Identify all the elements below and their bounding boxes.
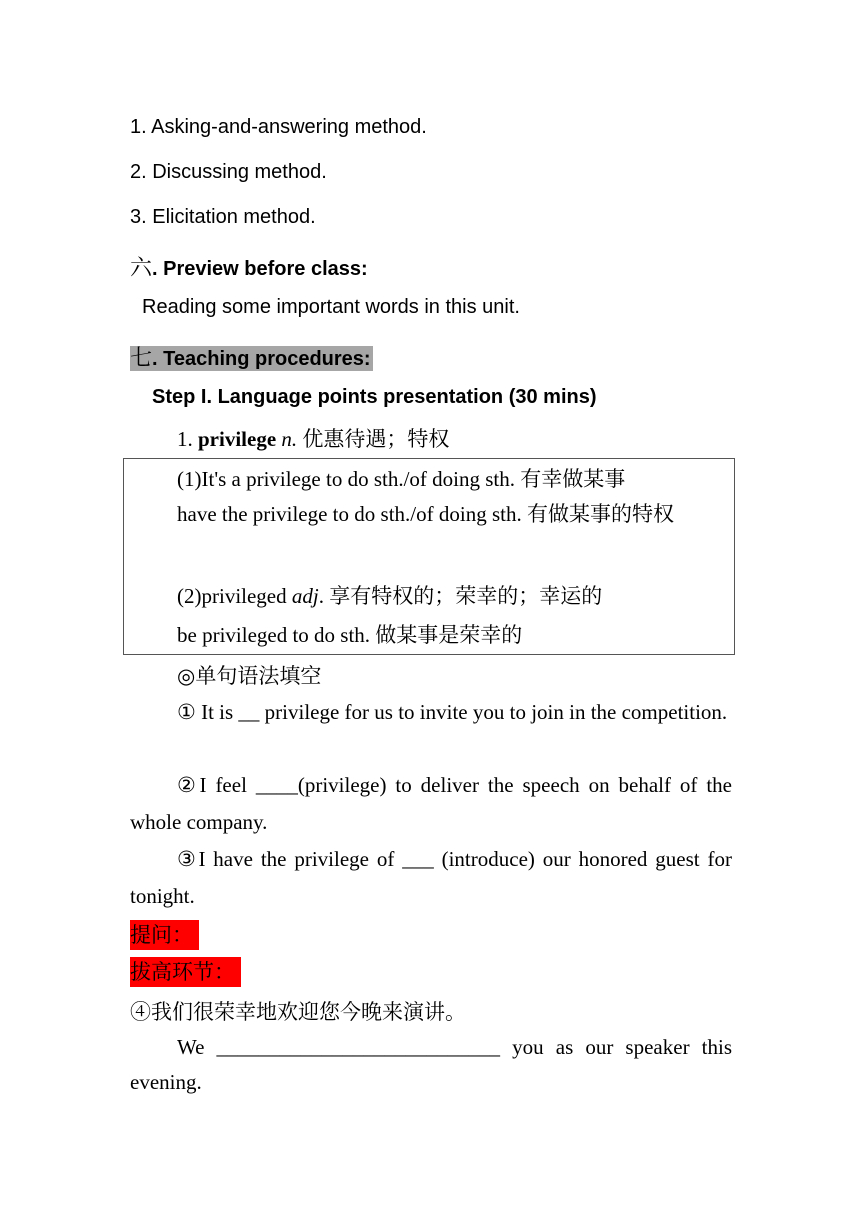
exercise-title: ◎单句语法填空 bbox=[177, 664, 322, 688]
exercise-q1: ① It is __ privilege for us to invite you to join in the competition. bbox=[177, 700, 728, 724]
vocab-pos: n. bbox=[276, 427, 298, 451]
usage-line-3-pos: adj bbox=[291, 584, 319, 608]
note-improve: 拔高环节： bbox=[130, 956, 241, 986]
usage-line-1: (1)It's a privilege to do sth./of doing sth. 有幸做某事 bbox=[177, 467, 626, 491]
step-heading: Step I. Language points presentation (30 mins) bbox=[152, 386, 597, 408]
method-item-3: 3. Elicitation method. bbox=[130, 206, 316, 228]
usage-line-3 bbox=[177, 580, 602, 610]
usage-line-3b: . 享有特权的；荣幸的；幸运的 bbox=[318, 584, 603, 608]
usage-line-2: have the privilege to do sth./of doing sth. 有做某事的特权 bbox=[177, 502, 674, 526]
vocab-meaning: 优惠待遇；特权 bbox=[297, 427, 450, 451]
method-item-2: 2. Discussing method. bbox=[130, 161, 327, 183]
vocab-num: 1. bbox=[177, 427, 198, 451]
procedures-heading-num: 七 bbox=[130, 345, 153, 370]
translation-answer: We ___________________________ you as our speaker this evening. bbox=[130, 1035, 732, 1094]
preview-body: Reading some important words in this unit. bbox=[142, 296, 520, 318]
usage-line-3a: (2)privileged bbox=[177, 584, 292, 608]
note-question: 提问： bbox=[130, 919, 199, 949]
exercise-q2: ②I feel ____(privilege) to deliver the speech on behalf of the whole company. bbox=[130, 773, 732, 834]
preview-heading-text: . Preview before class: bbox=[152, 258, 368, 280]
vocab-term: privilege bbox=[198, 427, 277, 451]
exercise-q3: ③I have the privilege of ___ (introduce) our honored guest for tonight. bbox=[130, 847, 732, 908]
vocab-word bbox=[177, 423, 449, 453]
usage-line-4: be privileged to do sth. 做某事是荣幸的 bbox=[177, 623, 523, 647]
procedures-heading-text: . Teaching procedures: bbox=[152, 348, 371, 370]
translation-q4: ④我们很荣幸地欢迎您今晚来演讲。 bbox=[130, 1000, 466, 1024]
preview-heading bbox=[130, 251, 368, 282]
preview-heading-num: 六 bbox=[130, 255, 153, 280]
method-item-1: 1. Asking-and-answering method. bbox=[130, 116, 427, 138]
procedures-heading bbox=[130, 341, 373, 372]
